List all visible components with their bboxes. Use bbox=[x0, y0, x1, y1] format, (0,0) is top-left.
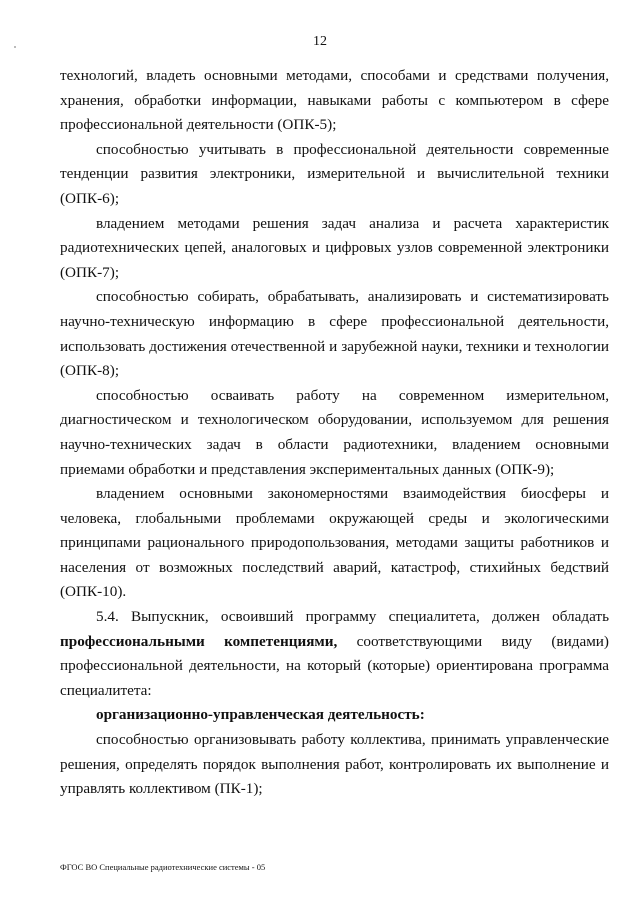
paragraph-section-5-4 bbox=[60, 605, 609, 703]
section-5-4-bold-term: профессиональными компетенциями, bbox=[60, 632, 338, 650]
page-number: 12 bbox=[313, 34, 327, 49]
section-heading-organizational: организационно-управленческая деятельность: bbox=[96, 706, 425, 724]
paragraph-pk-1: способностью организовывать работу коллектива, принимать управленческие решения, определять порядок выполнения работ, контролировать их выполнение и управлять коллективом (ПК-1); bbox=[60, 731, 609, 798]
section-5-4-rest: соответствующими виду (видами) профессиональной деятельности, на который (которые) ориентирована программа специалитета: bbox=[60, 632, 609, 699]
page-footer: ФГОС ВО Специальные радиотехнические системы - 05 bbox=[60, 862, 266, 872]
paragraph-opk-5: технологий, владеть основными методами, способами и средствами получения, хранения, обработки информации, навыками работы с компьютером в сфере профессиональной деятельности (ОПК-5); bbox=[60, 67, 609, 134]
document-body bbox=[60, 64, 609, 802]
section-5-4-lead: 5.4. Выпускник, освоивший программу специалитета, должен обладать bbox=[96, 608, 609, 626]
paragraph-opk-7: владением методами решения задач анализа и расчета характеристик радиотехнических цепей, аналоговых и цифровых узлов современной электроники (ОПК-7); bbox=[60, 214, 609, 281]
paragraph-opk-8: способностью собирать, обрабатывать, анализировать и систематизировать научно-техническую информацию в сфере профессиональной деятельности, использовать достижения отечественной и зарубежной науки, техники и технологии (ОПК-8); bbox=[60, 288, 609, 380]
paragraph-opk-6: способностью учитывать в профессиональной деятельности современные тенденции развития электроники, измерительной и вычислительной техники (ОПК-6); bbox=[60, 140, 609, 207]
paragraph-opk-9: способностью осваивать работу на современном измерительном, диагностическом и технологическом оборудовании, используемом для решения научно-технических задач в области радиотехники, владением основными приемами обработки и представления экспериментальных данных (ОПК-9); bbox=[60, 386, 609, 478]
paragraph-opk-10: владением основными закономерностями взаимодействия биосферы и человека, глобальными проблемами окружающей среды и экологическими принципами рационального природопользования, методами защиты работников и населения от возможных последствий аварий, катастроф, стихийных бедствий (ОПК-10). bbox=[60, 485, 609, 601]
